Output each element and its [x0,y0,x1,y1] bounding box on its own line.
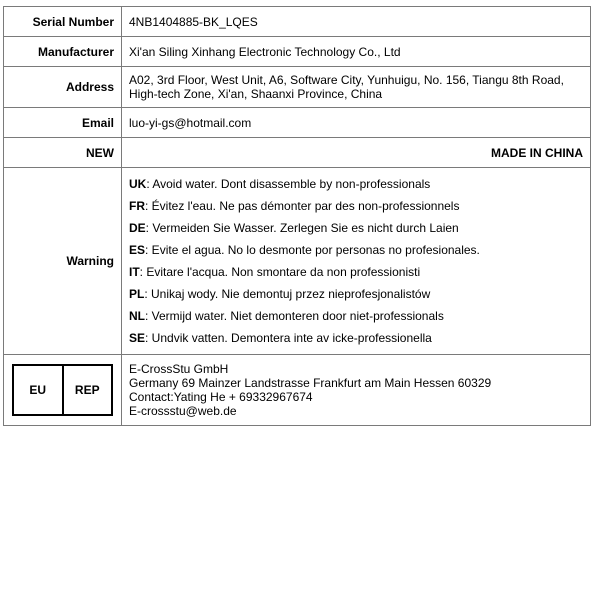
warning-item-text: : Vermijd water. Niet demonteren door niet-professionals [145,309,444,323]
warning-lang-code: NL [129,309,145,323]
serial-number-value: 4NB1404885-BK_LQES [122,7,591,37]
warning-lang-code: PL [129,287,145,301]
warning-item-text: : Vermeiden Sie Wasser. Zerlegen Sie es nicht durch Laien [145,221,459,235]
new-row [4,138,591,168]
email-row [4,108,591,138]
manufacturer-value: Xi'an Siling Xinhang Electronic Technology Co., Ltd [122,37,591,67]
warning-lang-code: UK [129,177,147,191]
warning-item [129,195,583,217]
warning-item-text: : Avoid water. Dont disassemble by non-professionals [146,177,431,191]
eu-rep-symbol-rep: REP [62,366,112,414]
address-label: Address [4,67,122,108]
warning-lang-code: DE [129,221,146,235]
email-label: Email [4,108,122,138]
manufacturer-row [4,37,591,67]
warning-row [4,168,591,355]
address-value: A02, 3rd Floor, West Unit, A6, Software City, Yunhuigu, No. 156, Tiangu 8th Road, High-tech Zone, Xi'an, Shaanxi Province, China [122,67,591,108]
warning-text [122,168,591,355]
serial-number-label: Serial Number [4,7,122,37]
address-row [4,67,591,108]
warning-item [129,261,583,283]
eu-rep-symbol-cell [4,355,122,426]
warning-item [129,217,583,239]
eu-rep-symbol [12,364,113,416]
warning-item [129,283,583,305]
warning-item [129,239,583,261]
product-label-table [3,6,591,426]
eu-rep-address: Germany 69 Mainzer Landstrasse Frankfurt am Main Hessen 60329 [129,376,492,390]
warning-item-text: : Evitare l'acqua. Non smontare da non professionisti [139,265,421,279]
eu-rep-row [4,355,591,426]
warning-item-text: : Évitez l'eau. Ne pas démonter par des non-professionnels [145,199,460,213]
warning-lang-code: IT [129,265,140,279]
eu-rep-contact: Contact:Yating He + 69332967674 [129,390,313,404]
new-label: NEW [4,138,122,168]
warning-lang-code: FR [129,199,145,213]
warning-item-text: : Undvik vatten. Demontera inte av icke-professionella [145,331,432,345]
manufacturer-label: Manufacturer [4,37,122,67]
made-in-label: MADE IN CHINA [122,138,591,168]
warning-item-text: : Evite el agua. No lo desmonte por personas no profesionales. [145,243,480,257]
warning-item [129,327,583,349]
warning-label: Warning [4,168,122,355]
serial-number-row [4,7,591,37]
eu-rep-email: E-crossstu@web.de [129,404,237,418]
warning-lang-code: ES [129,243,146,257]
warning-list [129,173,583,349]
eu-rep-details [122,355,591,426]
eu-rep-company: E-CrossStu GmbH [129,362,229,376]
email-value: luo-yi-gs@hotmail.com [122,108,591,138]
warning-lang-code: SE [129,331,146,345]
warning-item-text: : Unikaj wody. Nie demontuj przez nieprofesjonalistów [144,287,431,301]
eu-rep-symbol-eu: EU [29,383,47,397]
warning-item [129,305,583,327]
warning-item [129,173,583,195]
